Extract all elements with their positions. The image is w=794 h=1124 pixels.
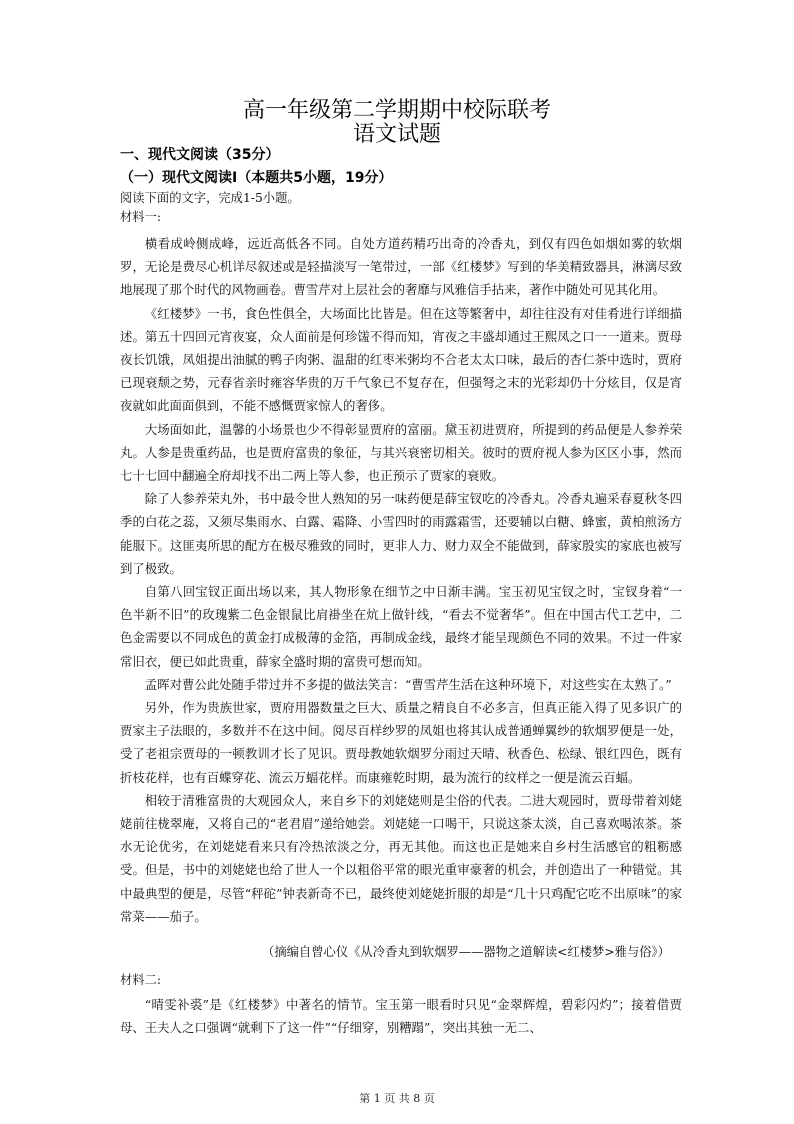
material-two-label: 材料二:	[120, 973, 162, 987]
paragraph: 横看成岭侧成峰，远近高低各不同。自处方道药精巧出奇的冷香丸，到仅有四色如烟如雾的软烟罗，无论是费尽心机详尽叙述或是轻描淡写一笔带过，一部《红楼梦》写到的华美精致器具，淋漓尽致地展现了那个时代的风物画卷。曹雪芹对上层社会的奢靡与风雅信手拈来，著作中随处可见其化用。	[120, 236, 682, 298]
paragraph: 孟晖对曹公此处随手带过并不多提的做法笑言：“曹雪芹生活在这种环境下，对这些实在太熟了。”	[144, 676, 672, 692]
source-citation: （摘编自曾心仪《从冷香丸到软烟罗——器物之道解读<红楼梦>雅与俗》）	[262, 945, 670, 959]
paragraph: 除了人参养荣丸外，书中最令世人熟知的另一味药便是薛宝钗吃的冷香丸。冷香丸遍采春夏秋冬四季的白花之蕊，又须尽集雨水、白露、霜降、小雪四时的雨露霜雪，还要辅以白糖、蜂蜜，黄柏煎汤方能服下。这匪夷所思的配方在极尽雅致的同时，更非人力、财力双全不能做到，薛家殷实的家底也被写到了极致。	[120, 491, 682, 576]
exam-title: 高一年级第二学期期中校际联考	[242, 98, 551, 123]
paragraph: 自第八回宝钗正面出场以来，其人物形象在细节之中日渐丰满。宝玉初见宝钗之时，宝钗身着“一色半新不旧”的玫瑰紫二色金银鼠比肩褂坐在炕上做针线，“看去不觉奢华”。但在中国古代工艺中，二色金需要以不同成色的黄金打成极薄的金箔，再制成金线，最终才能呈现颜色不同的效果。不过一件家常旧衣，便已如此贵重，薛家全盛时期的富贵可想而知。	[120, 584, 682, 669]
material-two-body	[120, 993, 682, 1039]
paragraph: 《红楼梦》一书，食色性俱全，大场面比比皆是。但在这等繁奢中，却往往没有对佳肴进行详细描述。第五十四回元宵夜宴，众人面前是何珍馐不得而知，宵夜之丰盛却通过王熙凤之口一一道来。贾母夜长饥饿，凤姐提出油腻的鸭子肉粥、温甜的红枣米粥均不合老太太口味，最后的杏仁茶中选时，贾府已现衰颓之势，元春省亲时雍容华贵的万千气象已不复存在，但强弩之末的光彩却仍十分炫目，仅是宵夜就如此面面俱到，不能不感慨贾家惊人的奢侈。	[120, 305, 682, 414]
material-one-body	[120, 232, 682, 928]
paragraph: “晴雯补裘”是《红楼梦》中著名的情节。宝玉第一眼看时只见“金翠辉煌，碧彩闪灼”；接着借贾母、王夫人之口强调“就剩下了这一件”“仔细穿，别糟蹋”，突出其独一无二、	[120, 997, 682, 1036]
paragraph: 大场面如此，温馨的小场景也少不得彰显贾府的富丽。黛玉初进贾府，所提到的药品便是人参养荣丸。人参是贵重药品，也是贾府富贵的象征，与其兴衰密切相关。彼时的贾府视人参为区区小事，然而七十七回中翻遍全府却找不出二两上等人参，也正预示了贾家的衰败。	[120, 421, 682, 484]
material-one-label: 材料一:	[120, 210, 162, 224]
subsection-heading: （一）现代文阅读Ⅰ（本题共5小题，19分）	[120, 170, 393, 186]
page-footer: 第 1 页 共 8 页	[359, 1092, 435, 1105]
paragraph: 另外，作为贵族世家，贾府用器数量之巨大、质量之精良自不必多言，但真正能入得了见多识广的贾家主子法眼的，多数并不在这中间。阅尽百样纱罗的凤姐也将其认成普通蝉翼纱的软烟罗便是一处，受了老祖宗贾母的一顿教训才长了见识。贾母教她软烟罗分雨过天晴、秋香色、松绿、银红四色，既有折枝花样，也有百蝶穿花、流云万蝠花样。而康雍乾时期，最为流行的纹样之一便是流云百蝠。	[120, 700, 682, 785]
section-heading: 一、现代文阅读（35分）	[120, 147, 280, 163]
paragraph: 相较于清雅富贵的大观园众人，来自乡下的刘姥姥则是尘俗的代表。二进大观园时，贾母带着刘姥姥前往栊翠庵，又将自己的“老君眉”递给她尝。刘姥姥一口喝干，只说这茶太淡，自己喜欢喝浓茶。茶水无论优劣，在刘姥姥看来只有冷热浓淡之分，再无其他。而这也正是她来自乡村生活感官的粗粝感受。但是，书中的刘姥姥也给了世人一个以粗俗平常的眼光重审豪奢的机会，并创造出了一种错觉。其中最典型的便是，尽管“秤砣”钟表新奇不已，最终使刘姥姥折服的却是“几十只鸡配它吃不出原味”的家常菜——茄子。	[120, 792, 682, 924]
instruction-text: 阅读下面的文字，完成1-5小题。	[120, 191, 300, 205]
exam-subtitle: 语文试题	[352, 122, 441, 147]
